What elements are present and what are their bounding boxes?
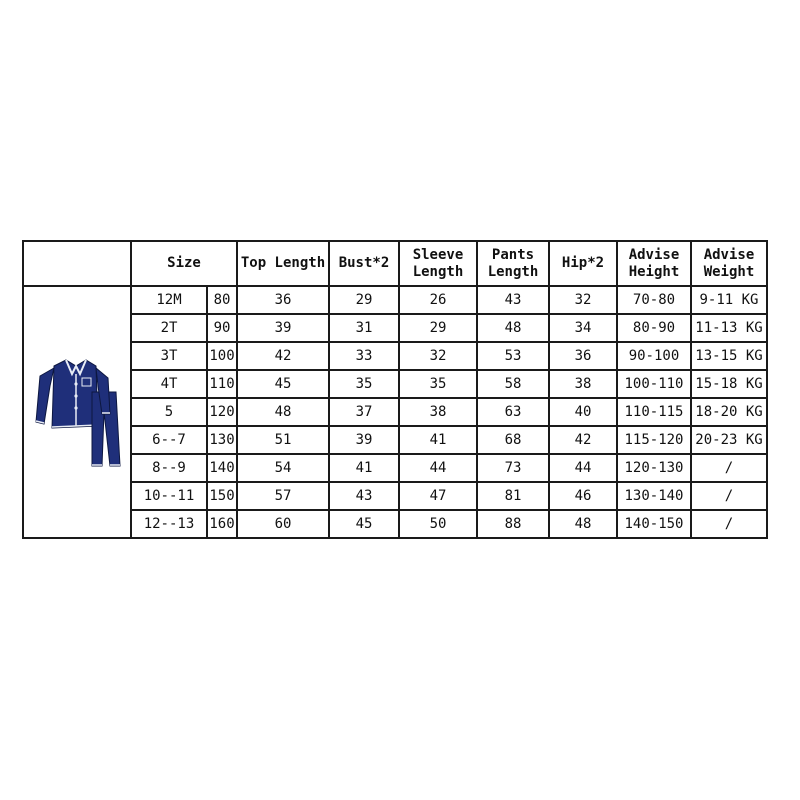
size-cell: 6--7 [131,426,207,454]
cm-cell: 130 [207,426,237,454]
top-length-cell: 48 [237,398,329,426]
advise-height-cell: 80-90 [617,314,691,342]
top-length-cell: 54 [237,454,329,482]
pants-length-cell: 88 [477,510,549,538]
table-row [23,454,767,482]
header-hip: Hip*2 [549,241,617,286]
size-cell: 3T [131,342,207,370]
hip-cell: 32 [549,286,617,314]
size-cell: 12M [131,286,207,314]
cm-cell: 120 [207,398,237,426]
cm-cell: 160 [207,510,237,538]
sleeve-length-cell: 32 [399,342,477,370]
size-chart-table [22,240,768,539]
size-cell: 10--11 [131,482,207,510]
table-row [23,482,767,510]
bust-cell: 29 [329,286,399,314]
size-cell: 12--13 [131,510,207,538]
header-image-cell [23,241,131,286]
pants-length-cell: 68 [477,426,549,454]
cm-cell: 100 [207,342,237,370]
header-row [23,241,767,286]
advise-weight-cell: 18-20 KG [691,398,767,426]
table-row [23,314,767,342]
header-size: Size [131,241,237,286]
header-advise-weight: Advise Weight [691,241,767,286]
header-advise-height: Advise Height [617,241,691,286]
pants-length-cell: 58 [477,370,549,398]
size-cell: 4T [131,370,207,398]
advise-weight-cell: 20-23 KG [691,426,767,454]
table-row [23,286,767,314]
sleeve-length-cell: 47 [399,482,477,510]
sleeve-length-cell: 41 [399,426,477,454]
advise-weight-cell: / [691,454,767,482]
bust-cell: 43 [329,482,399,510]
advise-height-cell: 115-120 [617,426,691,454]
size-chart-body [23,286,767,538]
bust-cell: 33 [329,342,399,370]
top-length-cell: 57 [237,482,329,510]
table-row [23,370,767,398]
advise-height-cell: 120-130 [617,454,691,482]
hip-cell: 36 [549,342,617,370]
hip-cell: 38 [549,370,617,398]
hip-cell: 40 [549,398,617,426]
sleeve-length-cell: 50 [399,510,477,538]
top-length-cell: 60 [237,510,329,538]
bust-cell: 41 [329,454,399,482]
table-row [23,342,767,370]
advise-height-cell: 70-80 [617,286,691,314]
sleeve-length-cell: 29 [399,314,477,342]
header-pants-length: Pants Length [477,241,549,286]
pants-length-cell: 73 [477,454,549,482]
header-bust: Bust*2 [329,241,399,286]
pajama-set-icon [24,287,130,537]
bust-cell: 37 [329,398,399,426]
top-length-cell: 39 [237,314,329,342]
top-length-cell: 51 [237,426,329,454]
pants-length-cell: 63 [477,398,549,426]
header-top-length: Top Length [237,241,329,286]
pants-length-cell: 48 [477,314,549,342]
sleeve-length-cell: 35 [399,370,477,398]
advise-weight-cell: / [691,482,767,510]
top-length-cell: 45 [237,370,329,398]
advise-weight-cell: / [691,510,767,538]
top-length-cell: 36 [237,286,329,314]
hip-cell: 44 [549,454,617,482]
size-cell: 5 [131,398,207,426]
bust-cell: 31 [329,314,399,342]
bust-cell: 39 [329,426,399,454]
cm-cell: 140 [207,454,237,482]
advise-height-cell: 90-100 [617,342,691,370]
sleeve-length-cell: 26 [399,286,477,314]
hip-cell: 42 [549,426,617,454]
advise-weight-cell: 11-13 KG [691,314,767,342]
bust-cell: 45 [329,510,399,538]
bust-cell: 35 [329,370,399,398]
advise-weight-cell: 9-11 KG [691,286,767,314]
sleeve-length-cell: 44 [399,454,477,482]
hip-cell: 46 [549,482,617,510]
cm-cell: 80 [207,286,237,314]
cm-cell: 90 [207,314,237,342]
header-sleeve-length: Sleeve Length [399,241,477,286]
pants-length-cell: 53 [477,342,549,370]
advise-height-cell: 110-115 [617,398,691,426]
advise-height-cell: 100-110 [617,370,691,398]
table-row [23,398,767,426]
hip-cell: 34 [549,314,617,342]
cm-cell: 150 [207,482,237,510]
size-cell: 8--9 [131,454,207,482]
product-image-cell [23,286,131,538]
pants-length-cell: 81 [477,482,549,510]
table-row [23,510,767,538]
table-row [23,426,767,454]
advise-height-cell: 130-140 [617,482,691,510]
advise-height-cell: 140-150 [617,510,691,538]
cm-cell: 110 [207,370,237,398]
top-length-cell: 42 [237,342,329,370]
size-cell: 2T [131,314,207,342]
advise-weight-cell: 13-15 KG [691,342,767,370]
sleeve-length-cell: 38 [399,398,477,426]
advise-weight-cell: 15-18 KG [691,370,767,398]
pants-length-cell: 43 [477,286,549,314]
hip-cell: 48 [549,510,617,538]
